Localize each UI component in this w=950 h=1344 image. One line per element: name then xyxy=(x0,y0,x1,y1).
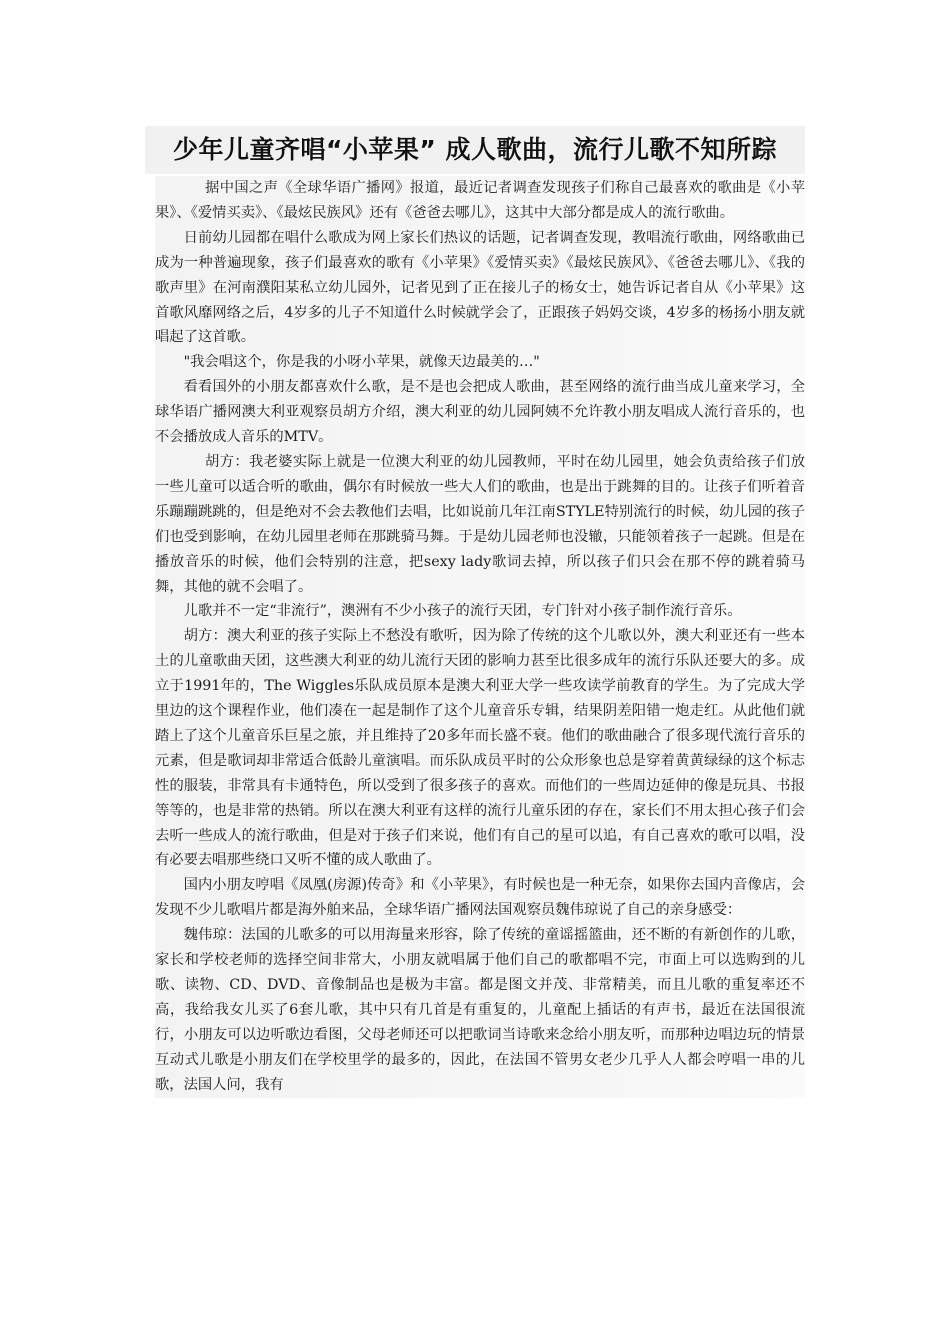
title-block xyxy=(145,126,805,174)
paragraph-domestic-songs: 国内小朋友哼唱《凤凰(房源)传奇》和《小苹果》，有时候也是一种无奈，如果你去国内音像店，会发现不少儿歌唱片都是海外舶来品，全球华语广播网法国观察员魏伟琼说了自己的亲身感受： xyxy=(155,873,805,923)
paragraph-abroad-question: 看看国外的小朋友都喜欢什么歌，是不是也会把成人歌曲，甚至网络的流行曲当成儿童来学习，全球华语广播网澳大利亚观察员胡方介绍，澳大利亚的幼儿园阿姨不允许教小朋友唱成人流行音乐的，也不会播放成人音乐的MTV。 xyxy=(155,375,805,450)
paragraph-child-quote: "我会唱这个，你是我的小呀小苹果，就像天边最美的…" xyxy=(155,350,805,375)
article-title: 少年儿童齐唱“小苹果” 成人歌曲，流行儿歌不知所踪 xyxy=(172,135,778,164)
paragraph-hufang-wiggles: 胡方：澳大利亚的孩子实际上不愁没有歌听，因为除了传统的这个儿歌以外，澳大利亚还有一些本土的儿童歌曲天团，这些澳大利亚的幼儿流行天团的影响力甚至比很多成年的流行乐队还要大的多。成立于1991年的，The Wiggles乐队成员原本是澳大利亚大学一些攻读学前教育的学生。为了完成大学里边的这个课程作业，他们凑在一起是制作了这个儿童音乐专辑，结果阴差阳错一炮走红。从此他们就踏上了这个儿童音乐巨星之旅，并且维持了20多年而长盛不衰。他们的歌曲融合了很多现代流行音乐的元素，但是歌词却非常适合低龄儿童演唱。而乐队成员平时的公众形象也总是穿着黄黄绿绿的这个标志性的服装，非常具有卡通特色，所以受到了很多孩子的喜欢。而他们的一些周边延伸的像是玩具、书报等等的，也是非常的热销。所以在澳大利亚有这样的流行儿童乐团的存在，家长们不用太担心孩子们会去听一些成人的流行歌曲，但是对于孩子们来说，他们有自己的星可以追，有自己喜欢的歌可以唱，没有必要去唱那些绕口又听不懂的成人歌曲了。 xyxy=(155,624,805,873)
paragraph-intro: 据中国之声《全球华语广播网》报道，最近记者调查发现孩子们称自己最喜欢的歌曲是《小苹果》、《爱情买卖》、《最炫民族风》还有《爸爸去哪儿》，这其中大部分都是成人的流行歌曲。 xyxy=(155,176,805,226)
paragraph-hufang-kindergarten: 胡方：我老婆实际上就是一位澳大利亚的幼儿园教师，平时在幼儿园里，她会负责给孩子们放一些儿童可以适合听的歌曲，偶尔有时候放一些大人们的歌曲，也是出于跳舞的目的。让孩子们听着音乐蹦蹦跳跳的，但是绝对不会去教他们去唱，比如说前几年江南STYLE特别流行的时候，幼儿园的孩子们也受到影响，在幼儿园里老师在那跳骑马舞。于是幼儿园老师也没辙，只能领着孩子一起跳。但是在播放音乐的时候，他们会特别的注意，把sexy lady歌词去掉，所以孩子们只会在那不停的跳着骑马舞，其他的就不会唱了。 xyxy=(155,450,805,599)
paragraph-australia-bands: 儿歌并不一定“非流行”，澳洲有不少小孩子的流行天团，专门针对小孩子制作流行音乐。 xyxy=(155,599,805,624)
paragraph-kindergarten-survey: 日前幼儿园都在唱什么歌成为网上家长们热议的话题，记者调查发现，教唱流行歌曲，网络歌曲已成为一种普遍现象，孩子们最喜欢的歌有《小苹果》《爱情买卖》《最炫民族风》、《爸爸去哪儿》、《我的歌声里》在河南濮阳某私立幼儿园外，记者见到了正在接儿子的杨女士，她告诉记者自从《小苹果》这首歌风靡网络之后，4岁多的儿子不知道什么时候就学会了，正跟孩子妈妈交谈，4岁多的杨扬小朋友就唱起了这首歌。 xyxy=(155,226,805,351)
article-body xyxy=(155,176,805,1098)
paragraph-france-songs: 魏伟琼：法国的儿歌多的可以用海量来形容，除了传统的童谣摇篮曲，还不断的有新创作的儿歌，家长和学校老师的选择空间非常大，小朋友就唱属于他们自己的歌都唱不完，市面上可以选购到的儿歌、读物、CD、DVD、音像制品也是极为丰富。都是图文并茂、非常精美，而且儿歌的重复率还不高，我给我女儿买了6套儿歌，其中只有几首是有重复的，儿童配上插话的有声书，最近在法国很流行，小朋友可以边听歌边看图，父母老师还可以把歌词当诗歌来念给小朋友听，而那种边唱边玩的情景互动式儿歌是小朋友们在学校里学的最多的，因此，在法国不管男女老少几乎人人都会哼唱一串的儿歌，法国人问，我有 xyxy=(155,923,805,1097)
